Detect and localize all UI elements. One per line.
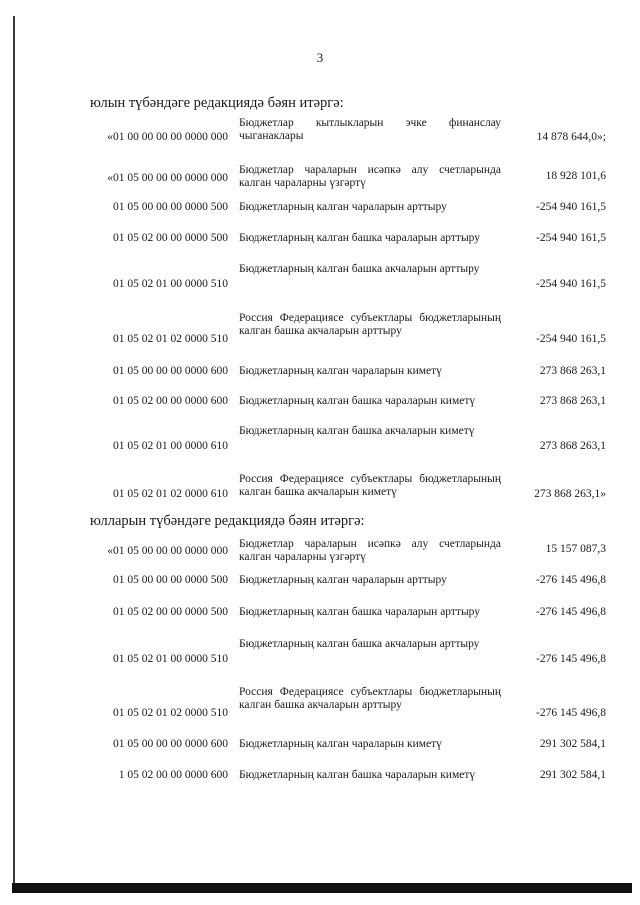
row-description: Бюджетларның калган чараларын киметү [239, 738, 442, 750]
row-description: Бюджетларның калган башка чараларын киметү [239, 769, 476, 781]
row-amount: -276 145 496,8 [536, 653, 606, 665]
row-description: Бюджетлар чараларын исәпкә алу счетларында калган чараларны үзгәртү [239, 164, 501, 189]
row-amount: 14 878 644,0»; [536, 131, 606, 143]
budget-code: 01 05 02 00 00 0000 500 [113, 232, 228, 244]
row-amount: -254 940 161,5 [536, 201, 606, 213]
row-description: Бюджетлар чараларын исәпкә алу счетларында калган чараларны үзгәртү [239, 538, 501, 563]
row-description: Бюджетларның калган чараларын арттыру [239, 574, 447, 586]
section-heading-1: юлын түбәндәге редакциядә бәян итәргә: [90, 95, 344, 111]
row-amount: 15 157 087,3 [545, 543, 606, 555]
row-description: Россия Федерациясе субъектлары бюджетларының калган башка акчаларын киметү [239, 473, 501, 498]
row-amount: -254 940 161,5 [536, 333, 606, 345]
row-description: Россия Федерациясе субъектлары бюджетларының калган башка акчаларын арттыру [239, 686, 501, 711]
row-description: Россия Федерациясе субъектлары бюджетларының калган башка акчаларын арттыру [239, 312, 501, 337]
budget-code: 01 05 02 01 02 0000 610 [113, 488, 228, 500]
row-amount: -276 145 496,8 [536, 606, 606, 618]
scan-left-edge-shadow [13, 16, 15, 884]
row-description: Бюджетларның калган башка акчаларын арттыру [239, 638, 480, 650]
budget-code: 01 05 02 00 00 0000 600 [113, 395, 228, 407]
budget-code: 01 05 00 00 00 0000 500 [113, 574, 228, 586]
row-amount: -254 940 161,5 [536, 232, 606, 244]
budget-code: 01 05 02 01 00 0000 510 [113, 278, 228, 290]
budget-code: 01 05 02 01 02 0000 510 [113, 707, 228, 719]
row-description: Бюджетлар кытлыкларын эчке финанслау чыганаклары [239, 117, 501, 142]
row-amount: -276 145 496,8 [536, 707, 606, 719]
row-amount: 273 868 263,1 [539, 365, 606, 377]
budget-code: «01 05 00 00 00 0000 000 [107, 172, 228, 184]
row-amount: 291 302 584,1 [539, 738, 606, 750]
section-heading-2: юлларын түбәндәге редакциядә бәян итәргә: [90, 513, 365, 529]
row-amount: -254 940 161,5 [536, 278, 606, 290]
budget-code: 01 05 00 00 00 0000 600 [113, 365, 228, 377]
row-description: Бюджетларның калган башка акчаларын арттыру [239, 263, 480, 275]
row-amount: 291 302 584,1 [539, 769, 606, 781]
page-number: 3 [316, 50, 324, 65]
budget-code: 01 05 02 01 00 0000 610 [113, 440, 228, 452]
row-description: Бюджетларның калган башка чараларын арттыру [239, 232, 481, 244]
row-description: Бюджетларның калган чараларын киметү [239, 365, 442, 377]
row-amount: 273 868 263,1 [539, 395, 606, 407]
budget-code: «01 00 00 00 00 0000 000 [107, 131, 228, 143]
budget-code: 1 05 02 00 00 0000 600 [118, 769, 228, 781]
budget-code: 01 05 02 01 02 0000 510 [113, 333, 228, 345]
row-description: Бюджетларның калган чараларын арттыру [239, 201, 447, 213]
row-amount: -276 145 496,8 [536, 574, 606, 586]
budget-code: «01 05 00 00 00 0000 000 [107, 545, 228, 557]
budget-code: 01 05 02 00 00 0000 500 [113, 606, 228, 618]
scan-bottom-edge [12, 883, 632, 893]
row-amount: 273 868 263,1» [534, 488, 606, 500]
row-amount: 273 868 263,1 [539, 440, 606, 452]
row-description: Бюджетларның калган башка чараларын киметү [239, 395, 476, 407]
budget-code: 01 05 00 00 00 0000 500 [113, 201, 228, 213]
row-amount: 18 928 101,6 [545, 170, 606, 182]
budget-code: 01 05 02 01 00 0000 510 [113, 653, 228, 665]
row-description: Бюджетларның калган башка чараларын арттыру [239, 606, 481, 618]
budget-code: 01 05 00 00 00 0000 600 [113, 738, 228, 750]
row-description: Бюджетларның калган башка акчаларын киметү [239, 425, 475, 437]
